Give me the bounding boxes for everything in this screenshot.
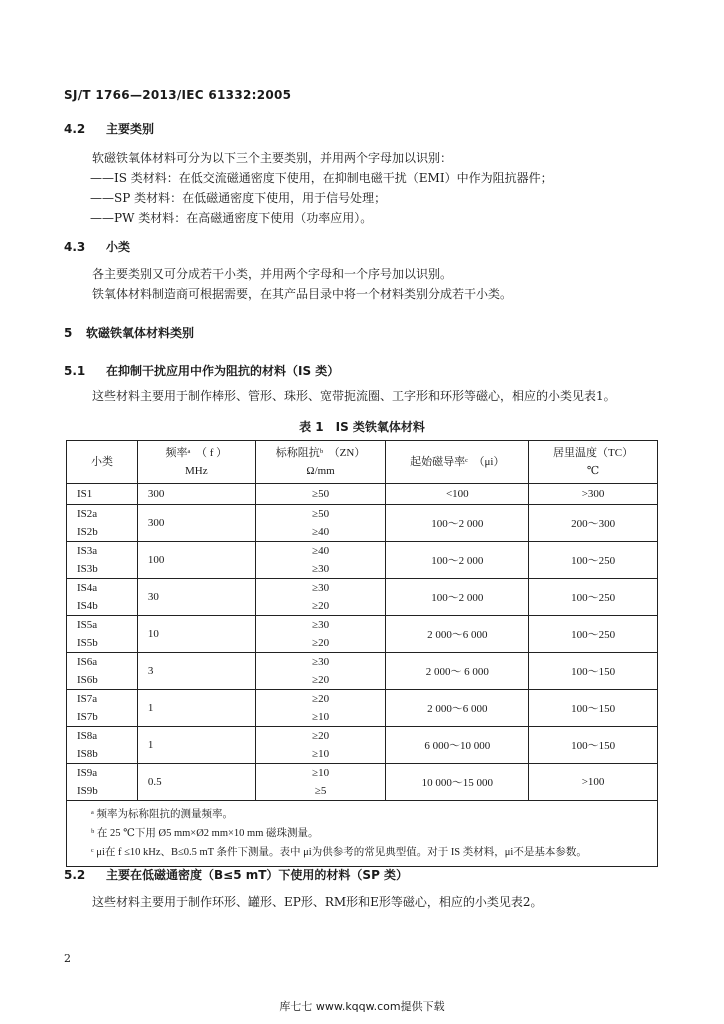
list-item: ——PW 类材料：在高磁通密度下使用（功率应用）。 — [90, 211, 373, 225]
table-notes — [67, 801, 658, 867]
table-row — [67, 579, 658, 616]
cell-curie: 100～150 — [529, 653, 658, 690]
cell-permeability: 100～2 000 — [386, 542, 529, 579]
is-ferrite-table — [66, 440, 658, 867]
table-row — [67, 690, 658, 727]
cell-subclass: IS2a IS2b — [67, 505, 138, 542]
section-title: 在抑制干扰应用中作为阻抗的材料（IS 类） — [106, 364, 340, 378]
header-permeability: 起始磁导率ᶜ （μi） — [386, 441, 529, 484]
cell-impedance: ≥50 ≥40 — [255, 505, 386, 542]
section-title: 主要类别 — [106, 122, 155, 136]
cell-frequency: 30 — [137, 579, 255, 616]
cell-permeability: 100～2 000 — [386, 505, 529, 542]
section-number: 4.2 — [64, 122, 86, 136]
cell-frequency: 1 — [137, 690, 255, 727]
cell-frequency: 3 — [137, 653, 255, 690]
section-title: 小类 — [106, 240, 131, 254]
cell-curie: 100～150 — [529, 727, 658, 764]
table-row — [67, 653, 658, 690]
table-row — [67, 764, 658, 801]
note-c: ᶜ μi在 f ≤10 kHz、B≤0.5 mT 条件下测量。表中 μi为供参考的常见典型值。对于 IS 类材料，μi不是基本参数。 — [91, 847, 587, 858]
section-5-1-body: 这些材料主要用于制作棒形、管形、珠形、宽带扼流圈、工字形和环形等磁心，相应的小类见表1。 — [92, 389, 616, 403]
cell-curie: 100～150 — [529, 690, 658, 727]
cell-curie: 200～300 — [529, 505, 658, 542]
cell-impedance: ≥20 ≥10 — [255, 690, 386, 727]
section-5-2-body: 这些材料主要用于制作环形、罐形、EP形、RM形和E形等磁心，相应的小类见表2。 — [92, 895, 543, 909]
note-b: ᵇ 在 25 ℃下用 Ø5 mm×Ø2 mm×10 mm 磁珠测量。 — [91, 828, 319, 839]
cell-frequency: 100 — [137, 542, 255, 579]
cell-permeability: 100～2 000 — [386, 579, 529, 616]
cell-permeability: 2 000～ 6 000 — [386, 653, 529, 690]
page-number: 2 — [64, 952, 71, 965]
cell-subclass: IS5a IS5b — [67, 616, 138, 653]
paragraph-line: 各主要类别又可分成若干小类，并用两个字母和一个序号加以识别。 — [92, 267, 453, 281]
document-code-header: SJ/T 1766—2013/IEC 61332:2005 — [64, 88, 292, 102]
cell-frequency: 300 — [137, 484, 255, 505]
cell-impedance: ≥20 ≥10 — [255, 727, 386, 764]
cell-permeability: 2 000～6 000 — [386, 616, 529, 653]
cell-impedance: ≥10 ≥5 — [255, 764, 386, 801]
cell-impedance: ≥50 — [255, 484, 386, 505]
cell-subclass: IS6a IS6b — [67, 653, 138, 690]
cell-subclass: IS7a IS7b — [67, 690, 138, 727]
section-title: 软磁铁氧体材料类别 — [86, 326, 195, 340]
header-frequency: 频率ᵃ （ f ） MHz — [137, 441, 255, 484]
cell-frequency: 10 — [137, 616, 255, 653]
section-number: 5.1 — [64, 364, 86, 378]
section-4-2-body — [92, 148, 553, 228]
table-row — [67, 484, 658, 505]
header-impedance: 标称阻抗ᵇ （ZN） Ω/mm — [255, 441, 386, 484]
paragraph-line: 铁氧体材料制造商可根据需要，在其产品目录中将一个材料类别分成若干小类。 — [92, 287, 513, 301]
table-row — [67, 616, 658, 653]
cell-impedance: ≥40 ≥30 — [255, 542, 386, 579]
cell-curie: >100 — [529, 764, 658, 801]
section-5-1-heading — [64, 362, 339, 379]
section-number: 5 — [64, 326, 73, 340]
cell-subclass: IS3a IS3b — [67, 542, 138, 579]
table-row — [67, 727, 658, 764]
table-header-row — [67, 441, 658, 484]
table-row — [67, 542, 658, 579]
cell-frequency: 1 — [137, 727, 255, 764]
table-row — [67, 505, 658, 542]
cell-permeability: 6 000～10 000 — [386, 727, 529, 764]
note-a: ᵃ 频率为标称阻抗的测量频率。 — [91, 809, 233, 820]
cell-subclass: IS8a IS8b — [67, 727, 138, 764]
section-4-3-body — [92, 264, 512, 304]
table-notes-row — [67, 801, 658, 867]
cell-frequency: 300 — [137, 505, 255, 542]
download-source-footer: 库七七 www.kqqw.com提供下载 — [279, 1000, 445, 1013]
cell-subclass: IS1 — [67, 484, 138, 505]
paragraph-line: 软磁铁氧体材料可分为以下三个主要类别，并用两个字母加以识别： — [92, 151, 453, 165]
section-5-heading — [64, 324, 194, 341]
cell-curie: >300 — [529, 484, 658, 505]
cell-subclass: IS9a IS9b — [67, 764, 138, 801]
cell-permeability: 2 000～6 000 — [386, 690, 529, 727]
table-caption: 表 1 IS 类铁氧体材料 — [299, 420, 425, 434]
cell-impedance: ≥30 ≥20 — [255, 616, 386, 653]
cell-curie: 100～250 — [529, 616, 658, 653]
cell-impedance: ≥30 ≥20 — [255, 579, 386, 616]
section-title: 主要在低磁通密度（B≤5 mT）下使用的材料（SP 类） — [106, 868, 409, 882]
cell-curie: 100～250 — [529, 579, 658, 616]
section-4-2-heading — [64, 120, 154, 137]
cell-curie: 100～250 — [529, 542, 658, 579]
section-5-2-heading — [64, 866, 408, 883]
header-subclass: 小类 — [67, 441, 138, 484]
list-item: ——SP 类材料：在低磁通密度下使用，用于信号处理； — [90, 191, 387, 205]
section-4-3-heading — [64, 238, 130, 255]
cell-permeability: 10 000～15 000 — [386, 764, 529, 801]
list-item: ——IS 类材料：在低交流磁通密度下使用，在抑制电磁干扰（EMI）中作为阻抗器件； — [90, 171, 553, 185]
cell-frequency: 0.5 — [137, 764, 255, 801]
section-number: 5.2 — [64, 868, 86, 882]
header-curie-temperature: 居里温度（TC） ℃ — [529, 441, 658, 484]
cell-impedance: ≥30 ≥20 — [255, 653, 386, 690]
section-number: 4.3 — [64, 240, 86, 254]
cell-permeability: <100 — [386, 484, 529, 505]
cell-subclass: IS4a IS4b — [67, 579, 138, 616]
